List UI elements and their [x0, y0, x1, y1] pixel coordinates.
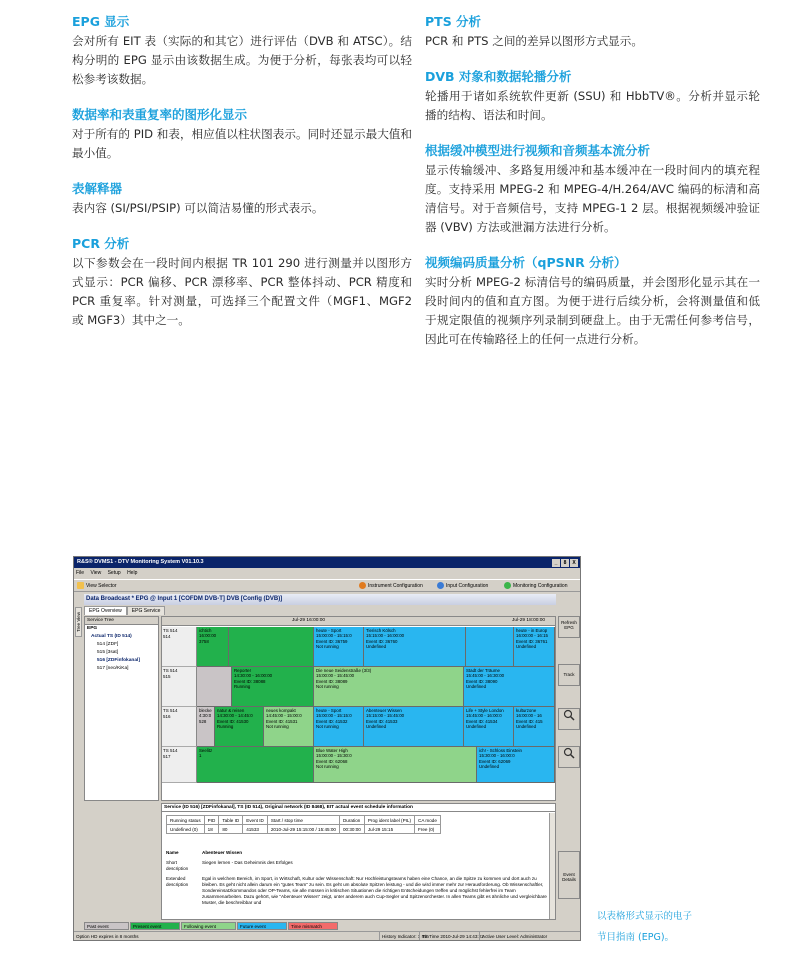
legend-future: Future event	[237, 922, 287, 930]
row-label: TS 514 515	[162, 667, 197, 707]
instrument-config-label: Instrument Configuration	[368, 583, 423, 589]
legend-mismatch: Time mismatch	[288, 922, 338, 930]
caption-line: 节目指南 (EPG)。	[597, 932, 675, 943]
track-button[interactable]: Track	[558, 664, 580, 686]
epg-event[interactable]: neues kompakt 14:45:00 - 15:00:0 Event ID: 41531 Not running	[264, 707, 314, 747]
section-title: 视频编码质量分析（qPSNR 分析）	[425, 255, 627, 270]
event-details-button[interactable]: Event Details	[558, 851, 580, 899]
window-titlebar	[74, 557, 580, 568]
detail-name	[166, 850, 556, 858]
section-title: PCR 分析	[72, 236, 130, 251]
epg-event[interactable]: ich! - Schloss Einstein 15:30:00 - 16:00:0 Event ID: 62069 Undefined	[477, 747, 555, 783]
tree-item-service[interactable]: 515 [3sat]	[97, 650, 119, 655]
cell: 41533	[243, 825, 268, 834]
input-icon	[437, 582, 444, 589]
zoom-in-button[interactable]	[558, 708, 580, 730]
epg-event[interactable]: Abenteuer Wissen 15:15:00 - 15:45:00 Event ID: 41533 Undefined	[364, 707, 464, 747]
section-body: 表内容 (SI/PSI/PSIP) 可以简洁易懂的形式表示。	[72, 201, 324, 215]
tree-item-service[interactable]: 514 [ZDF]	[97, 642, 119, 647]
section-body: 显示传输缓冲、多路复用缓冲和基本缓冲在一段时间内的填充程度。支持采用 MPEG-2 和 MPEG-4/H.264/AVC 编码的标清和高清信号。对于音频信号，支持 MPEG-1 2 层。根据视频缓冲验证器 (VBV) 方法或泄漏方法进行分析。	[425, 163, 760, 234]
col-header: Start / stop time	[267, 816, 339, 825]
epg-event[interactable]: ichtich 16:00:00 3758	[197, 627, 229, 667]
row-label: TS 514 514	[162, 627, 197, 667]
section-table-interpreter	[72, 179, 412, 218]
tab-epg-service[interactable]: EPG Service	[127, 606, 166, 615]
epg-event[interactable]: Seelitz 1	[197, 747, 314, 783]
epg-tabs	[84, 606, 165, 615]
details-table	[166, 815, 441, 834]
details-title: Service (ID 516) [ZDFinfokanal], TS (ID 514), Original network (ID 8468), EIT actual event schedule information	[162, 804, 555, 812]
section-body: PCR 和 PTS 之间的差异以图形方式显示。	[425, 34, 643, 48]
left-column	[72, 12, 412, 346]
window-title: R&S® DVMS1 - DTV Monitoring System V01.10.3	[77, 559, 204, 565]
minimize-button[interactable]: _	[552, 559, 560, 567]
legend-present: Present event	[130, 922, 180, 930]
monitoring-icon	[504, 582, 511, 589]
detail-value: Siegen lernen - Das Geheimnis des Erfolges	[202, 860, 293, 865]
status-bar	[74, 931, 580, 940]
cell: 2010-Jul-29 15:15:00 / 15:45:00	[267, 825, 339, 834]
tree-item-service[interactable]: 516 [ZDFinfokanal]	[97, 658, 140, 663]
section-title: 表解释器	[72, 181, 123, 196]
epg-event[interactable]	[466, 627, 514, 667]
epg-event[interactable]: Die neue Seidenstraße (3/3) 15:00:00 - 15:45:00 Event ID: 38089 Not running	[314, 667, 464, 707]
epg-event[interactable]: Life + Style London 15:45:00 - 16:00:0 Event ID: 41534 Undefined	[464, 707, 514, 747]
status-ts-time: TS Time 2010-Jul-29 14:43:22	[419, 932, 484, 941]
service-tree	[84, 616, 159, 801]
section-body: 轮播用于诸如系统软件更新 (SSU) 和 HbbTV®。分析并显示轮播的结构、语法和时间。	[425, 89, 760, 122]
input-config-label: Input Configuration	[446, 583, 489, 589]
menu-bar	[74, 568, 580, 578]
right-column	[425, 12, 760, 365]
epg-event[interactable]	[229, 627, 314, 667]
section-title: DVB 对象和数据轮播分析	[425, 69, 572, 84]
section-body: 对于所有的 PID 和表，相应值以柱状图表示。同时还显示最大值和最小值。	[72, 127, 412, 160]
status-user: Active User Level: Administrator	[479, 932, 547, 941]
epg-event[interactable]: natur & reisen 14:30:00 - 14:45:0 Event ID: 41530 Running	[215, 707, 264, 747]
section-pts-analysis	[425, 12, 760, 51]
epg-grid	[161, 616, 556, 801]
view-selector-icon	[77, 582, 84, 589]
tree-item-actual-ts[interactable]: Actual TS (ID 514)	[91, 634, 132, 639]
detail-key: Short description	[166, 860, 189, 871]
section-title: 根据缓冲模型进行视频和音频基本流分析	[425, 143, 651, 158]
status-option: Option HD expires in 8 months	[76, 934, 139, 939]
menu-setup[interactable]: Setup	[107, 570, 121, 576]
row-label: TS 514 517	[162, 747, 197, 783]
col-header: PID	[204, 816, 219, 825]
maximize-button[interactable]: 8	[561, 559, 569, 567]
epg-event[interactable]: Blue Water High 15:00:00 - 15:30:0 Event ID: 62068 Not running	[314, 747, 477, 783]
section-body: 会对所有 EIT 表（实际的和其它）进行评估（DVB 和 ATSC）。结构分明的 EPG 显示由该数据生成。为便于分析，每张表均可以轻松参考该数据。	[72, 34, 412, 86]
view-selector-button[interactable]	[77, 582, 116, 591]
instrument-config-button[interactable]	[359, 582, 423, 591]
legend-following: Following event	[181, 922, 236, 930]
detail-value: Abenteuer Wissen	[202, 850, 243, 855]
zoom-out-icon	[563, 747, 575, 759]
cell: Jul-29 15:15	[364, 825, 414, 834]
tab-epg-overview[interactable]: EPG Overview	[84, 606, 127, 615]
refresh-epg-button[interactable]: Refresh EPG	[558, 616, 580, 638]
section-pcr-analysis	[72, 234, 412, 330]
monitoring-config-label: Monitoring Configuration	[513, 583, 568, 589]
epg-event[interactable]: Tierisch Kölsch 15:15:00 - 16:00:00 Event ID: 36760 Undefined	[364, 627, 466, 667]
timeline-header	[162, 617, 555, 626]
epg-event[interactable]	[197, 667, 232, 707]
epg-event[interactable]: kulturzone 16:00:00 - 16 Event ID: 415 Undefined	[514, 707, 555, 747]
section-dvb-carousel	[425, 67, 760, 125]
epg-event[interactable]: heute - Sport 15:00:00 - 15:15:0 Event ID: 36759 Not running	[314, 627, 364, 667]
menu-view[interactable]: View	[90, 570, 102, 576]
toolbar	[74, 579, 580, 592]
cell: 80	[219, 825, 243, 834]
section-body: 实时分析 MPEG-2 标清信号的编码质量，并会图形化显示其在一段时间内的值和直方图。为便于进行后续分析，会将测量值和低于规定限值的视频序列录制到硬盘上。由于无需任何参考信号，因此可在传输路径上的任何一点进行分析。	[425, 275, 760, 346]
status-history: History Indicator: 1 min	[379, 932, 429, 941]
tree-item-epg[interactable]: EPG	[87, 626, 98, 631]
view-header: Data Broadcast * EPG @ Input 1 [COFDM DVB-T] DVB [Config (DVB)]	[84, 594, 556, 605]
zoom-in-icon	[563, 709, 575, 721]
close-button[interactable]: X	[570, 559, 578, 567]
section-datarate	[72, 105, 412, 163]
input-config-button[interactable]	[437, 582, 488, 591]
legend	[84, 922, 556, 930]
service-tree-header: Service Tree	[85, 617, 158, 625]
col-header: Event ID	[243, 816, 268, 825]
section-qpsnr	[425, 253, 760, 349]
row-label: TS 514 516	[162, 707, 197, 747]
zoom-out-button[interactable]	[558, 746, 580, 768]
epg-event[interactable]: Stadt der Träume 15:45:00 - 16:30:00 Event ID: 38090 Undefined	[464, 667, 555, 707]
epg-event[interactable]: heute - in Europ 16:00:00 - 16:15 Event ID: 36761 Undefined	[514, 627, 555, 667]
detail-extended	[166, 876, 556, 920]
epg-event[interactable]: Reporter 14:30:00 - 16:00:00 Event ID: 38088 Running	[232, 667, 314, 707]
figure-caption	[597, 906, 692, 948]
cell: Free (0)	[415, 825, 441, 834]
section-buffer-model	[425, 141, 760, 237]
section-title: PTS 分析	[425, 14, 482, 29]
section-title: EPG 显示	[72, 14, 130, 29]
col-header: Prog ident label (PIL)	[364, 816, 414, 825]
cell: 18	[204, 825, 219, 834]
col-header: Duration	[339, 816, 364, 825]
section-epg-display	[72, 12, 412, 89]
tree-view-tab[interactable]: Tree View	[75, 607, 82, 637]
menu-help[interactable]: Help	[127, 570, 138, 576]
detail-short	[166, 860, 556, 874]
instrument-icon	[359, 582, 366, 589]
detail-value: Egal in welchem Bereich, im Sport, in Wirtschaft, Kultur oder Wissenschaft: Nur Hochleistungsteams haben eine Chance, an die Spitze zu kommen und dort auch zu bleiben. Es geht nicht allein darum ein "gutes Team" zu sein. Es geht um absolute Spitzen leistung - und die wird immer mehr zur Herausforderung. Ob Wissenschaftler, Sondereinsatzkommandos oder OP-Teams, sie alle müssen in kritischen Situationen die richtigen Entscheidungen treffen und möglichst fehlerfrei im Team zusammenarbeiten. Dazu gehört, wie "Abenteuer Wissen" zeigt, unter anderem auch Cup-Segler und Spitzenorchester. In allen Teams gibt es ähnliche und vergleichbare Muster, die beschreibbar und	[202, 876, 547, 905]
detail-key: Name	[166, 850, 179, 855]
epg-event[interactable]: heute - Sport 15:00:00 - 15:15:0 Event ID: 41532 Not running	[314, 707, 364, 747]
menu-file[interactable]: File	[76, 570, 85, 576]
monitoring-config-button[interactable]	[504, 582, 567, 591]
detail-key: Extended description	[166, 876, 189, 887]
legend-past: Past event	[84, 922, 129, 930]
section-title: 数据率和表重复率的图形化显示	[72, 107, 248, 122]
view-selector-label: View Selector	[86, 583, 117, 589]
caption-line: 以表格形式显示的电子	[597, 911, 693, 922]
epg-event[interactable]: blecke 4:30:0 528	[197, 707, 215, 747]
time-label: Jul-29 18:00:00	[512, 618, 546, 623]
details-scrollbar[interactable]	[549, 813, 555, 919]
tree-item-service[interactable]: 517 [neo/KiKa]	[97, 666, 129, 671]
time-label: Jul-29 16:00:00	[292, 618, 326, 623]
table-row	[167, 825, 441, 834]
cell: 00:30:00	[339, 825, 364, 834]
col-header: CA mode	[415, 816, 441, 825]
event-details-panel	[161, 803, 556, 920]
col-header: Running status	[167, 816, 205, 825]
cell: Undefined (0)	[167, 825, 205, 834]
epg-screenshot	[73, 556, 581, 941]
col-header: Table ID	[219, 816, 243, 825]
section-body: 以下参数会在一段时间内根据 TR 101 290 进行测量并以图形方式显示：PCR 偏移、PCR 漂移率、PCR 整体抖动、PCR 精度和 PCR 重复率。针对测量，可选择三个配置文件（MGF1、MGF2 或 MGF3）其中之一。	[72, 256, 412, 327]
